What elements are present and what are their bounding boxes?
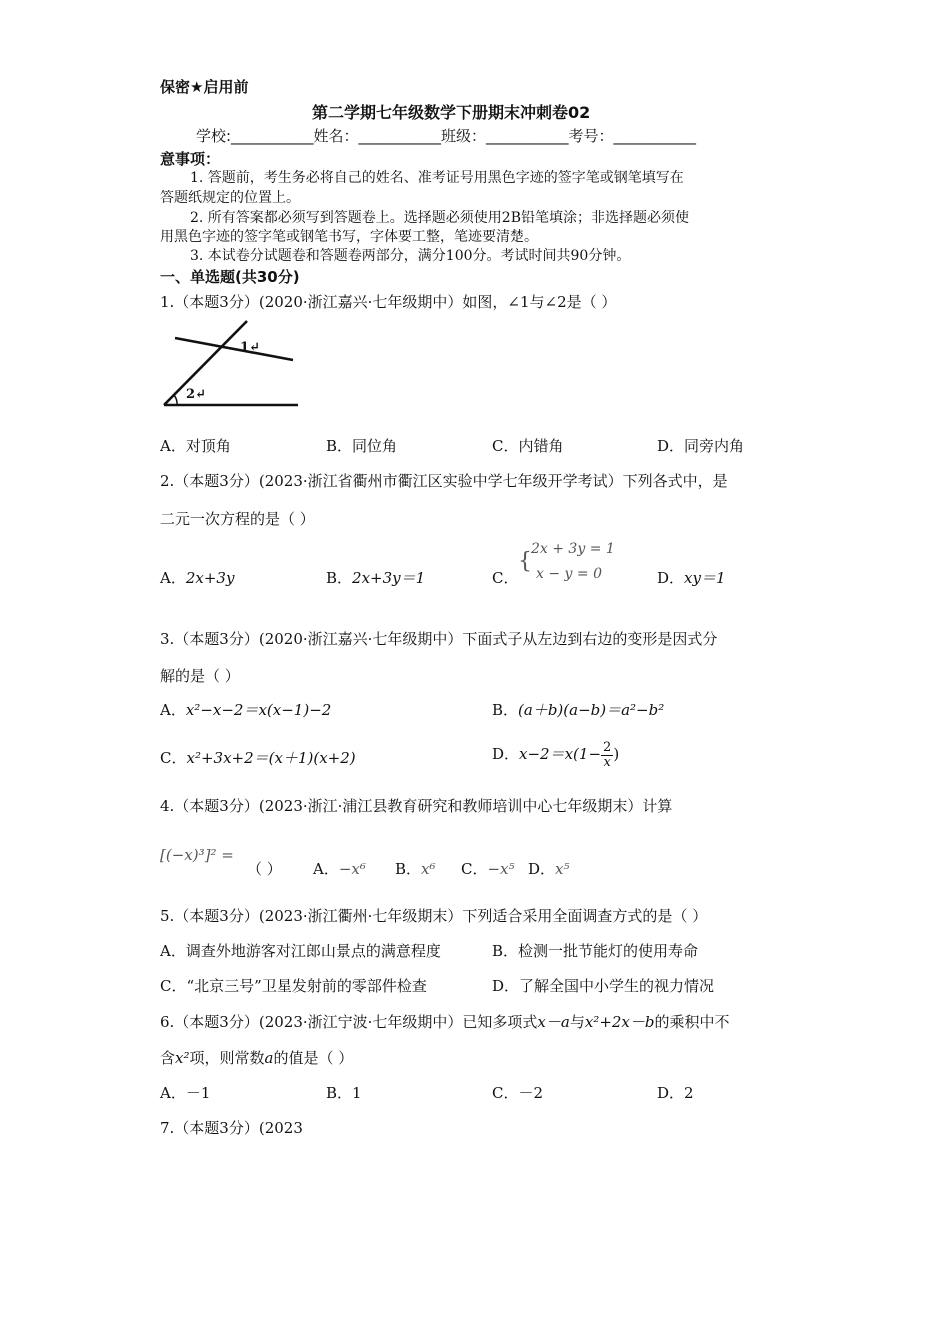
q3-option-a[interactable]: A．x²−x−2＝x(x−1)−2 [160,701,332,719]
notes-heading: 意事项： [160,150,221,168]
q1-option-c[interactable]: C．内错角 [492,437,564,455]
q6-option-a[interactable]: A．－1 [160,1084,211,1102]
q3-option-c[interactable]: C．x²+3x+2＝(x＋1)(x+2) [160,749,356,767]
q1-angle-label-2: 2↵ [186,387,206,402]
q5-option-b[interactable]: B．检测一批节能灯的使用寿命 [492,942,699,960]
q1-line-upper [175,338,293,360]
q1-angle-label-1: 1↵ [240,340,260,355]
q3-option-b[interactable]: B．(a＋b)(a−b)＝a²−b² [492,701,665,719]
q1-angle-arc [174,395,177,405]
q3-option-d-fraction: $\frac{2}{x}$ [603,739,612,770]
note-1-line-1: 1. 答题前，考生务必将自己的姓名、准考证号用黑色字迹的签字笔或钢笔填写在 [190,170,684,186]
q4-option-b[interactable]: B．x⁶ [395,860,436,878]
confidential-label: 保密★启用前 [160,78,249,96]
q5-option-d[interactable]: D．了解全国中小学生的视力情况 [492,977,715,995]
q5-option-a[interactable]: A．调查外地游客对江郎山景点的满意程度 [160,942,441,960]
q2-option-a[interactable]: A．2x+3y [160,569,235,587]
section-title: 一、单选题(共30分) [160,268,300,286]
q3-stem-line-1: 3.（本题3分）(2020·浙江嘉兴·七年级期中）下面式子从左边到右边的变形是因式分 [160,630,718,648]
q1-option-a[interactable]: A．对顶角 [160,437,231,455]
note-2-line-2: 用黑色字迹的签字笔或钢笔书写，字体要工整，笔迹要清楚。 [160,229,538,245]
q4-option-d[interactable]: D．x⁵ [528,860,570,878]
q2-stem-line-1: 2.（本题3分）(2023·浙江省衢州市衢江区实验中学七年级开学考试）下列各式中，是 [160,472,728,490]
q4-expression: [(−x)³]² = [160,846,234,864]
q5-option-c[interactable]: C．“北京三号”卫星发射前的零部件检查 [160,977,427,995]
q2-option-b[interactable]: B．2x+3y＝1 [326,569,426,587]
q2-option-c-brace: { [518,549,532,574]
q2-option-c-eq2: x − y = 0 [536,566,602,582]
page-title: 第二学期七年级数学下册期末冲刺卷02 [312,103,591,122]
q6-stem-line-1: 6.（本题3分）(2023·浙江宁波·七年级期中）已知多项式x－a与x²+2x－b的乘积中不 [160,1013,730,1031]
q1-angle-figure [160,318,300,410]
q3-stem-line-2: 解的是（ ） [160,667,240,685]
q6-option-b[interactable]: B．1 [326,1084,362,1102]
q1-option-b[interactable]: B．同位角 [326,437,398,455]
q4-option-c[interactable]: C．−x⁵ [461,860,515,878]
q6-option-d[interactable]: D．2 [657,1084,694,1102]
q2-stem-line-2: 二元一次方程的是（ ） [160,510,315,528]
note-2-line-1: 2. 所有答案都必须写到答题卷上。选择题必须使用2B铅笔填涂；非选择题必须使 [190,210,690,226]
q5-stem: 5.（本题3分）(2023·浙江衢州·七年级期末）下列适合采用全面调查方式的是（ ） [160,907,708,925]
q6-option-c[interactable]: C．－2 [492,1084,544,1102]
q6-stem-line-2: 含x²项，则常数a的值是（ ） [160,1049,354,1067]
q1-stem: 1.（本题3分）(2020·浙江嘉兴·七年级期中）如图，∠1与∠2是（ ） [160,293,617,311]
q4-option-a[interactable]: A．−x⁶ [313,860,366,878]
note-3: 3. 本试卷分试题卷和答题卷两部分，满分100分。考试时间共90分钟。 [190,248,631,264]
q4-answer-paren: （ ） [247,860,282,878]
q2-option-c-eq1: 2x + 3y = 1 [531,541,615,557]
q7-stem: 7.（本题3分）(2023 [160,1119,303,1137]
q2-option-d[interactable]: D．xy＝1 [657,569,726,587]
student-info-line: 学校:___________姓名：___________班级：___________考号：___________ [196,127,697,145]
q3-option-d[interactable]: D．x−2＝x(1− $\frac{2}{x}$ ) [492,739,620,770]
q2-option-c[interactable]: C． [492,569,519,587]
note-1-line-2: 答题纸规定的位置上。 [160,190,300,206]
q1-option-d[interactable]: D．同旁内角 [657,437,745,455]
q4-stem: 4.（本题3分）(2023·浙江·浦江县教育研究和教师培训中心七年级期末）计算 [160,797,673,815]
